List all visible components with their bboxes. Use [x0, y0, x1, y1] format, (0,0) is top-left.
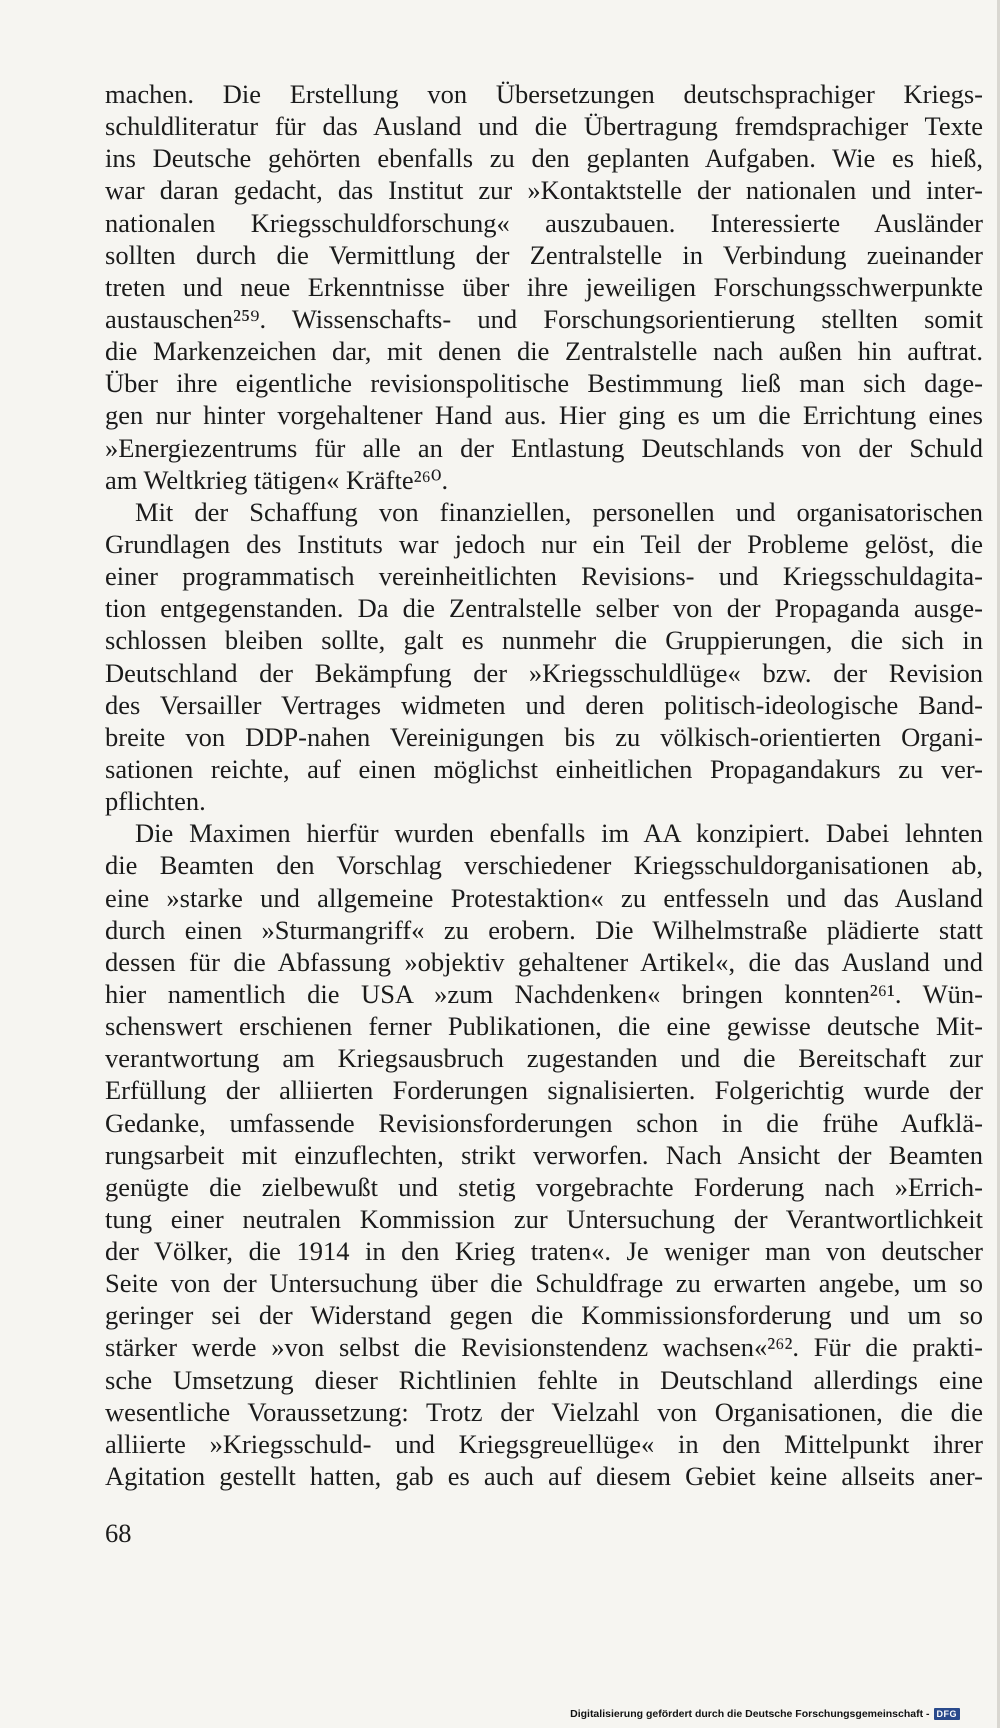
footer-credit [570, 1708, 960, 1720]
text-line: einer programmatisch vereinheitlichten Revisions- und Kriegsschuldagita- [105, 561, 983, 592]
dfg-logo-icon: DFG [934, 1708, 961, 1720]
text-line: die Markenzeichen dar, mit denen die Zentralstelle nach außen hin auftrat. [105, 336, 983, 367]
text-line: tion entgegenstanden. Da die Zentralstelle selber von der Propaganda ausge- [105, 593, 983, 624]
text-line: Grundlagen des Instituts war jedoch nur ein Teil der Probleme gelöst, die [105, 528, 983, 559]
text-line: Die Maximen hierfür wurden ebenfalls im AA konzipiert. Dabei lehnten [135, 818, 983, 849]
text-line: gen nur hinter vorgehaltener Hand aus. Hier ging es um die Errichtung eines [105, 400, 983, 431]
text-line: pflichten. [105, 786, 206, 817]
text-line: Gedanke, umfassende Revisionsforderungen schon in die frühe Aufklä- [105, 1107, 983, 1138]
text-line: dessen für die Abfassung »objektiv gehaltener Artikel«, die das Ausland und [105, 946, 983, 977]
text-line: genügte die zielbewußt und stetig vorgebrachte Forderung nach »Errich- [105, 1171, 983, 1202]
text-line: Erfüllung der alliierten Forderungen signalisierten. Folgerichtig wurde der [105, 1075, 983, 1106]
text-line: ins Deutsche gehörten ebenfalls zu den geplanten Aufgaben. Wie es hieß, [105, 143, 983, 174]
text-line: schenswert erschienen ferner Publikationen, die eine gewisse deutsche Mit- [105, 1011, 983, 1042]
text-line: des Versailler Vertrages widmeten und deren politisch-ideologische Band- [105, 689, 983, 720]
text-line: hier namentlich die USA »zum Nachdenken« bringen konnten²⁶¹. Wün- [105, 978, 983, 1009]
text-line: schlossen bleiben sollte, galt es nunmehr die Gruppierungen, die sich in [105, 625, 983, 656]
text-line: tung einer neutralen Kommission zur Untersuchung der Verantwortlichkeit [105, 1203, 983, 1234]
text-line: nationalen Kriegsschuldforschung« auszubauen. Interessierte Ausländer [105, 207, 983, 238]
text-line: alliierte »Kriegsschuld- und Kriegsgreuellüge« in den Mittelpunkt ihrer [105, 1428, 983, 1459]
text-line: stärker werde »von selbst die Revisionstendenz wachsen«²⁶². Für die prakti- [105, 1332, 983, 1363]
text-line: sollten durch die Vermittlung der Zentralstelle in Verbindung zueinander [105, 239, 983, 270]
text-line: geringer sei der Widerstand gegen die Kommissionsforderung und um so [105, 1300, 983, 1331]
text-line: »Energiezentrums für alle an der Entlastung Deutschlands von der Schuld [105, 432, 983, 463]
text-line: durch einen »Sturmangriff« zu erobern. Die Wilhelmstraße plädierte statt [105, 914, 983, 945]
text-line: machen. Die Erstellung von Übersetzungen deutschsprachiger Kriegs- [105, 79, 983, 109]
text-line: Deutschland der Bekämpfung der »Kriegsschuldlüge« bzw. der Revision [105, 657, 983, 688]
body-text [105, 78, 983, 1492]
text-line: der Völker, die 1914 in den Krieg traten«. Je weniger man von deutscher [105, 1236, 983, 1267]
text-line: die Beamten den Vorschlag verschiedener Kriegsschuldorganisationen ab, [105, 850, 983, 881]
text-line: verantwortung am Kriegsausbruch zugestanden und die Bereitschaft zur [105, 1043, 983, 1074]
text-line: wesentliche Voraussetzung: Trotz der Vielzahl von Organisationen, die die [105, 1396, 983, 1427]
text-line: Über ihre eigentliche revisionspolitische Bestimmung ließ man sich dage- [105, 368, 983, 399]
text-line: austauschen²⁵⁹. Wissenschafts- und Forschungsorientierung stellten somit [105, 303, 983, 334]
page-number: 68 [105, 1518, 132, 1548]
footer-credit-text: Digitalisierung gefördert durch die Deutsche Forschungsgemeinschaft - [570, 1708, 930, 1720]
text-line: war daran gedacht, das Institut zur »Kontaktstelle der nationalen und inter- [105, 175, 983, 206]
text-line: Mit der Schaffung von finanziellen, personellen und organisatorischen [135, 496, 983, 527]
text-line: eine »starke und allgemeine Protestaktion« zu entfesseln und das Ausland [105, 882, 983, 913]
text-line: sationen reichte, auf einen möglichst einheitlichen Propagandakurs zu ver- [105, 753, 983, 784]
text-line: am Weltkrieg tätigen« Kräfte²⁶⁰. [105, 464, 449, 495]
text-line: rungsarbeit mit einzuflechten, strikt verworfen. Nach Ansicht der Beamten [105, 1139, 983, 1170]
text-line: breite von DDP-nahen Vereinigungen bis zu völkisch-orientierten Organi- [105, 721, 983, 752]
text-line: Agitation gestellt hatten, gab es auch auf diesem Gebiet keine allseits aner- [105, 1461, 983, 1492]
text-line: sche Umsetzung dieser Richtlinien fehlte in Deutschland allerdings eine [105, 1364, 983, 1395]
text-line: treten und neue Erkenntnisse über ihre jeweiligen Forschungsschwerpunkte [105, 271, 983, 302]
text-line: schuldliteratur für das Ausland und die Übertragung fremdsprachiger Texte [105, 111, 983, 142]
text-line: Seite von der Untersuchung über die Schuldfrage zu erwarten angebe, um so [105, 1268, 983, 1299]
